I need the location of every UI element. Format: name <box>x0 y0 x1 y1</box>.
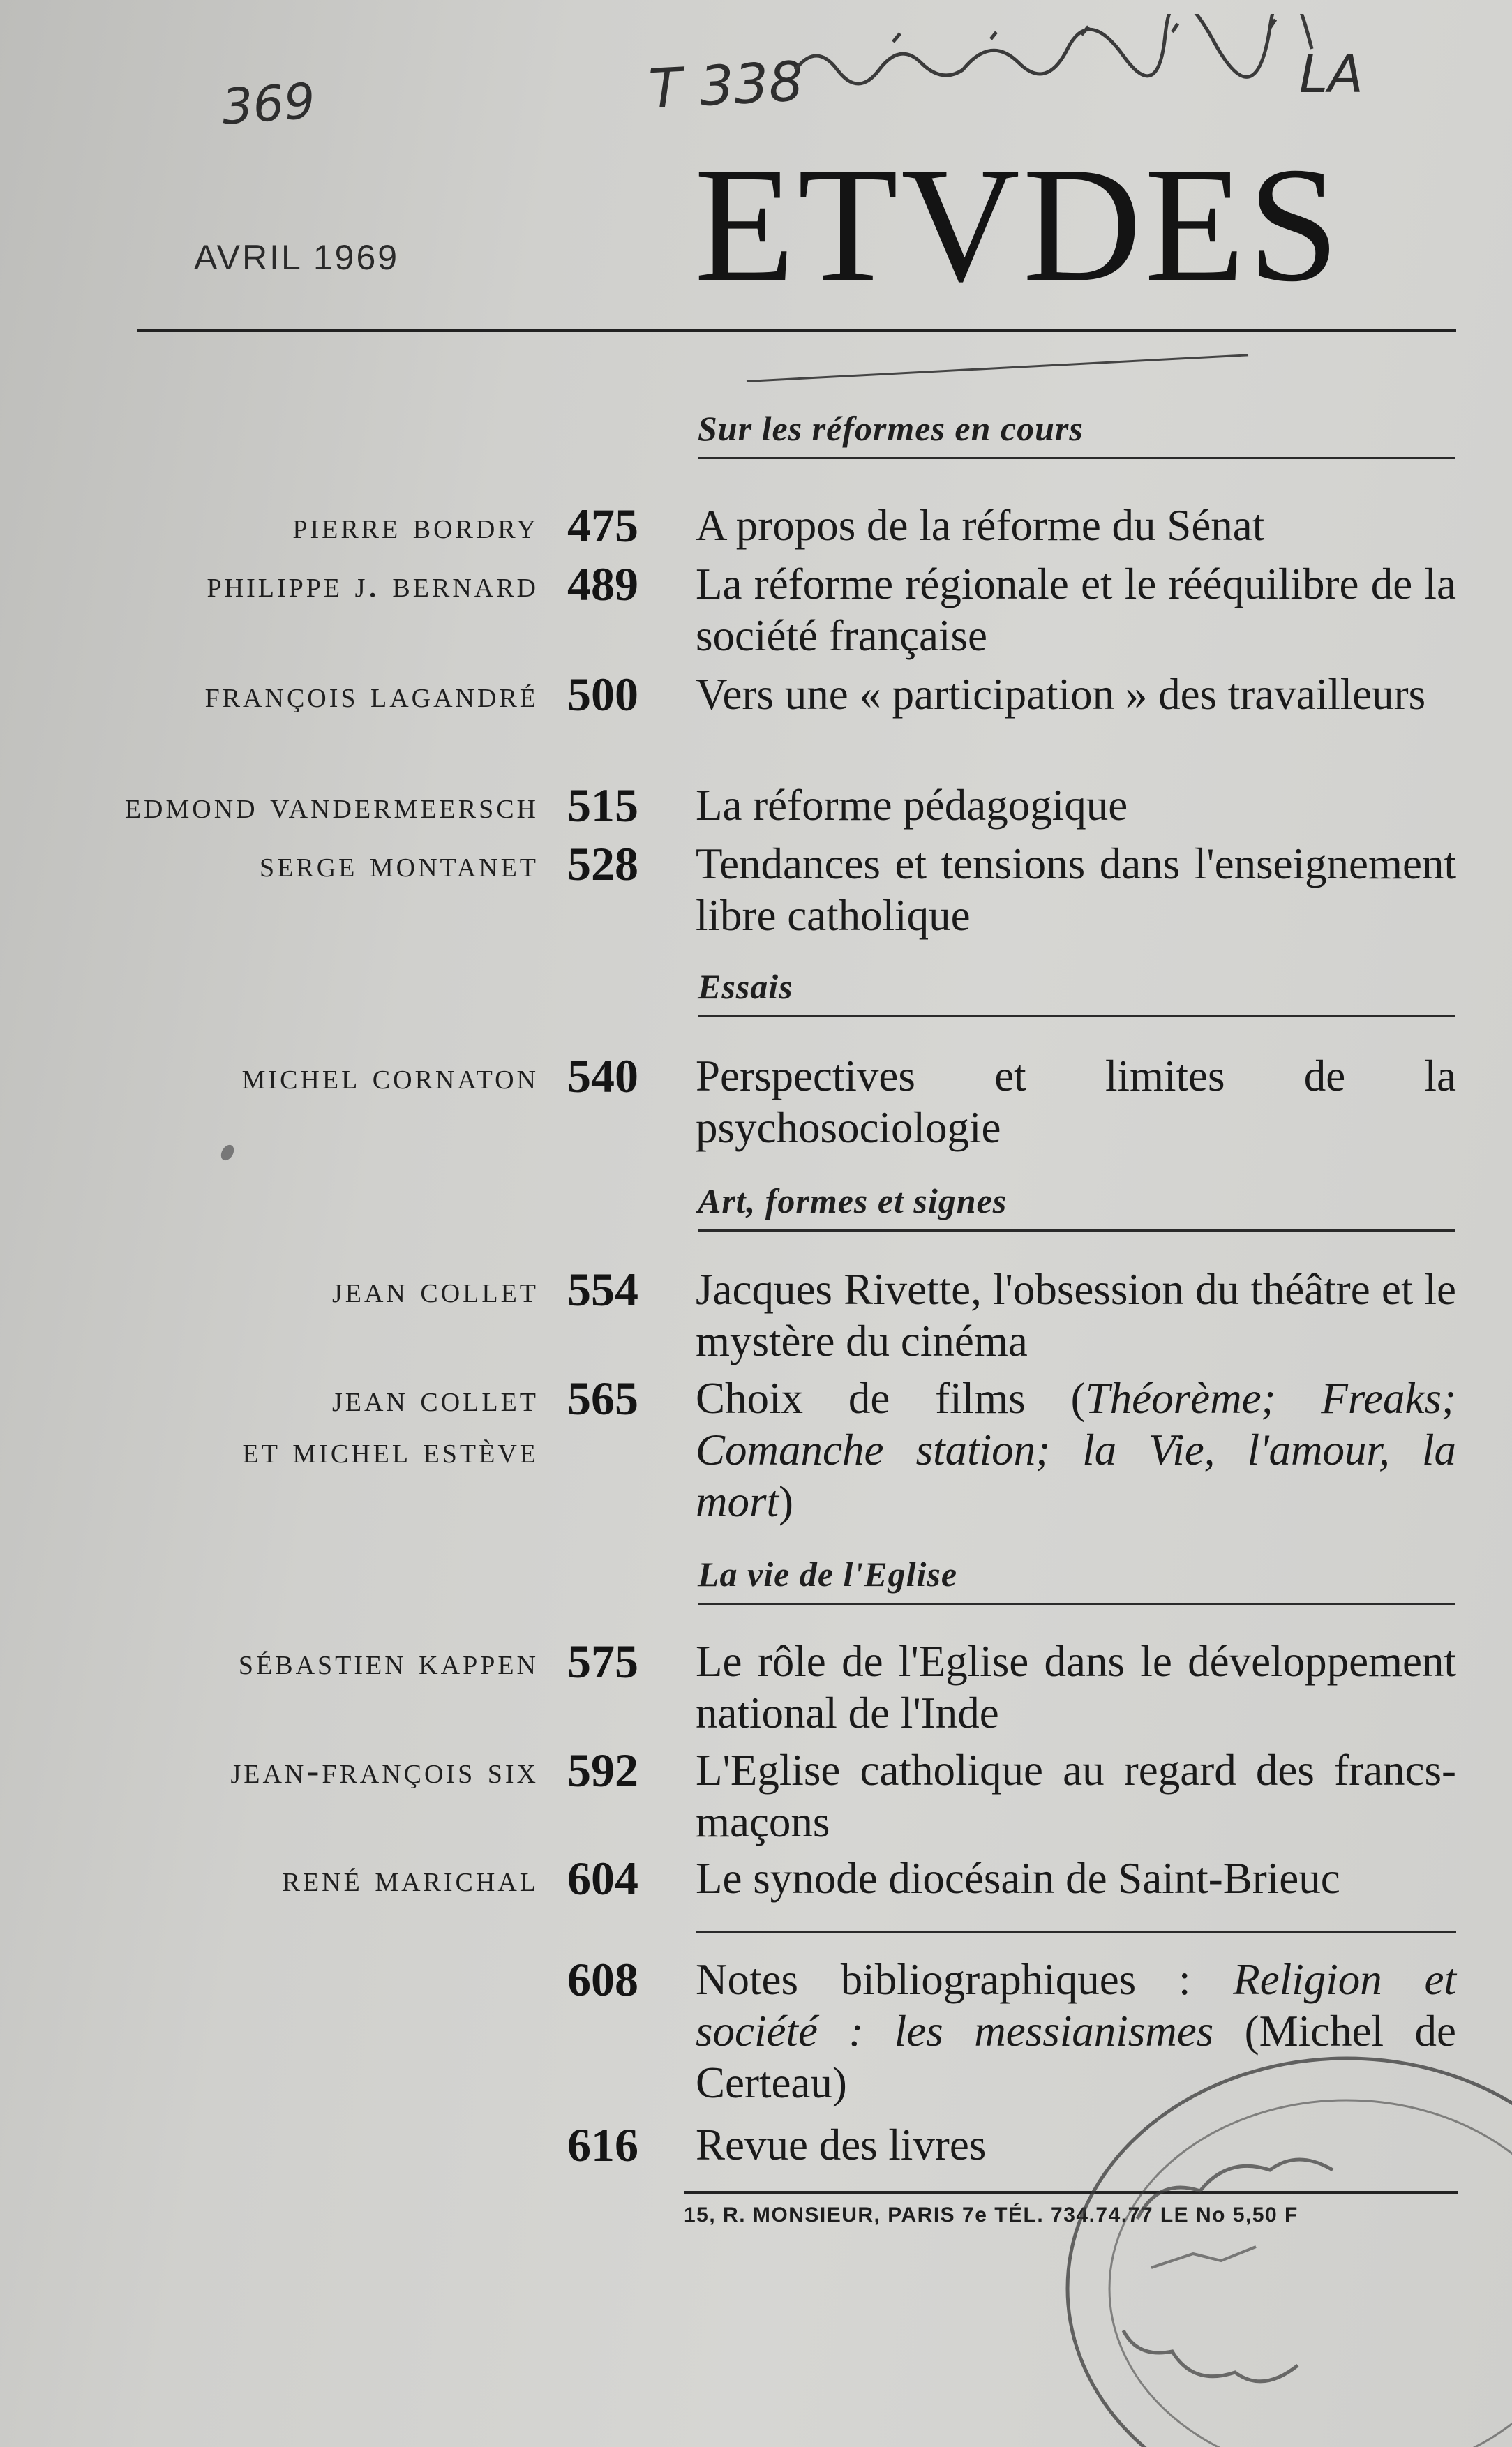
handwritten-scribble <box>781 14 1409 119</box>
entry-page-number: 565 <box>567 1372 638 1425</box>
entry-title: La réforme régionale et le rééquilibre de la société française <box>696 560 1456 660</box>
entry-page-number: 528 <box>567 837 638 890</box>
handwritten-note-center: T 338 <box>647 50 805 121</box>
entry-author: rené marichal <box>282 1857 539 1899</box>
entry-author: michel cornaton <box>241 1055 539 1097</box>
entry-title: Tendances et tensions dans l'enseignement libre catholique <box>696 839 1456 940</box>
handwritten-note-left: 369 <box>220 72 317 136</box>
entry-page-number: 592 <box>567 1744 638 1797</box>
entry-author <box>242 1372 539 1476</box>
pen-stroke <box>747 354 1248 382</box>
entry-page-number: 489 <box>567 558 638 611</box>
entry-page-number: 608 <box>567 1953 638 2006</box>
entry-title-text: Choix de films ( <box>696 1374 1086 1423</box>
entry-page-number: 604 <box>567 1852 638 1905</box>
library-stamp <box>1047 2037 1512 2447</box>
entry-page-number: 616 <box>567 2118 638 2171</box>
entry-title-italic: Religion et société : les messianismes <box>696 1955 1457 2056</box>
entry-title <box>696 1372 1456 1527</box>
entry-page-number: 475 <box>567 499 638 552</box>
entry-title: Jacques Rivette, l'obsession du théâtre et le mystère du cinéma <box>696 1265 1456 1365</box>
entry-page-number: 500 <box>567 668 638 721</box>
entry-title: La réforme pédagogique <box>696 781 1128 830</box>
entry-page-number: 540 <box>567 1049 638 1102</box>
publisher-footer: 15, R. MONSIEUR, PARIS 7e TÉL. 734.74.77 LE No 5,50 F <box>684 2203 1298 2227</box>
section-rule <box>696 1931 1456 1933</box>
entry-author-line: jean collet <box>331 1377 539 1419</box>
entry-title: Revue des livres <box>696 2120 987 2169</box>
masthead-title: ETVDES <box>694 134 1342 316</box>
entry-author: pierre bordry <box>292 504 539 546</box>
entry-author: sébastien kappen <box>238 1640 539 1682</box>
masthead-rule <box>137 329 1456 332</box>
entry-title: Le synode diocésain de Saint-Brieuc <box>696 1854 1340 1903</box>
entry-page-number: 554 <box>567 1263 638 1316</box>
section-heading-art: Art, formes et signes <box>698 1181 1455 1232</box>
entry-title: Vers une « participation » des travailleurs <box>696 670 1426 719</box>
entry-author: jean collet <box>331 1269 539 1310</box>
entry-page-number: 575 <box>567 1635 638 1688</box>
entry-author: philippe j. bernard <box>207 563 539 605</box>
ink-speck <box>218 1143 237 1163</box>
entry-title: Perspectives et limites de la psychosociologie <box>696 1052 1456 1152</box>
entry-title-text: Notes bibliographiques : <box>696 1955 1234 2004</box>
section-heading-eglise: La vie de l'Eglise <box>698 1554 1455 1605</box>
entry-title-italic: Théorème; Freaks; Comanche station; la Vie, l'amour, la mort <box>696 1374 1456 1526</box>
section-heading-reformes: Sur les réformes en cours <box>698 408 1455 459</box>
entry-author: jean-françois six <box>230 1749 539 1791</box>
handwritten-note-right: LA <box>1299 45 1363 105</box>
entry-title-text: (Michel de Certeau) <box>696 2007 1457 2107</box>
entry-author: françois lagandré <box>204 673 539 715</box>
entry-author: serge montanet <box>260 843 539 885</box>
entry-title-text: ) <box>779 1477 794 1526</box>
entry-title: A propos de la réforme du Sénat <box>696 501 1265 550</box>
issue-date: AVRIL 1969 <box>194 238 400 277</box>
entry-title: L'Eglise catholique au regard des francs-maçons <box>696 1746 1456 1846</box>
entry-title: Le rôle de l'Eglise dans le développement national de l'Inde <box>696 1637 1456 1737</box>
entry-author-line: et michel estève <box>242 1429 539 1471</box>
section-heading-essais: Essais <box>698 966 1455 1017</box>
entry-author: edmond vandermeersch <box>124 784 539 826</box>
entry-page-number: 515 <box>567 779 638 832</box>
